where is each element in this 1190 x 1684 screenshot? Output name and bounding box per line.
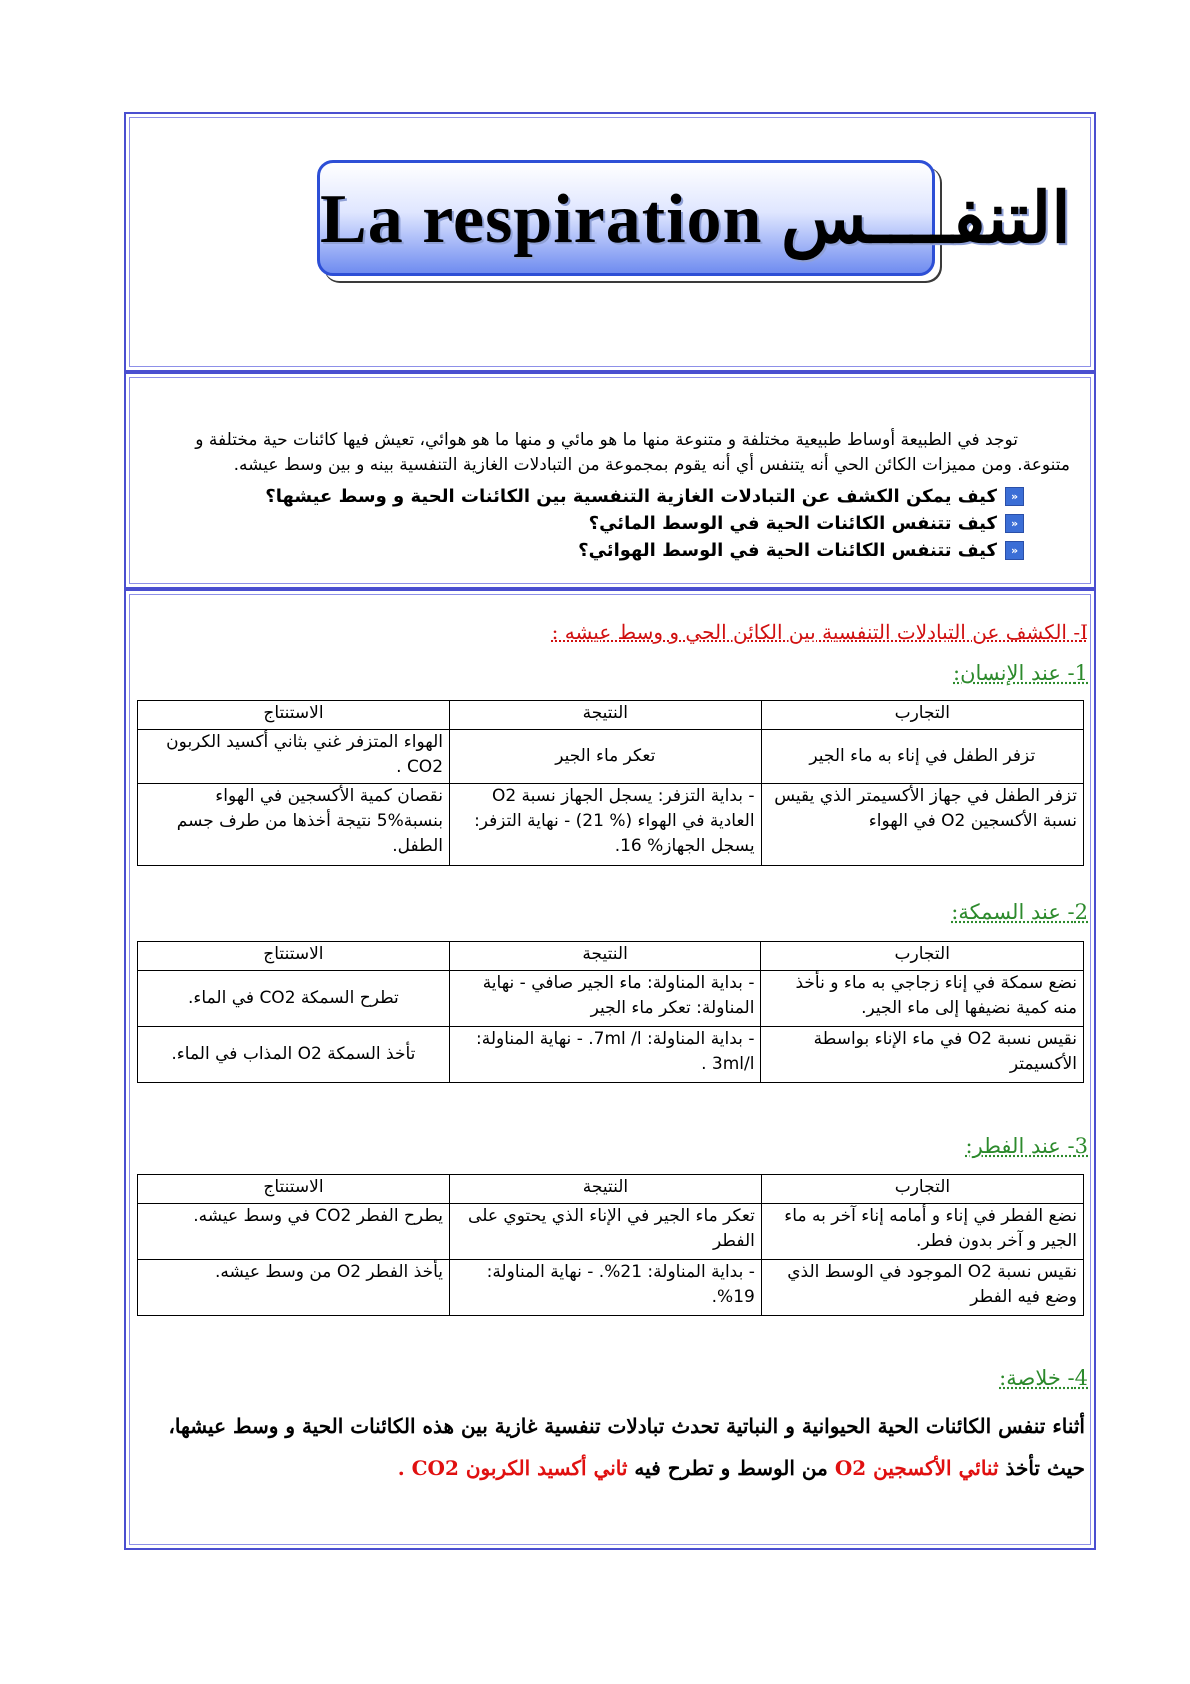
- section-heading: I- الكشف عن التبادلات التنفسية بين الكائن الحي و وسط عيشه :: [551, 620, 1088, 644]
- intro-paragraph: توجد في الطبيعة أوساط طبيعية مختلفة و متنوعة منها ما هو مائي و منها ما هو هوائي، تعيش فيها كائنات حية مختلفة و متنوعة. ومن مميزات الكائن الحي أنه يتنفس أي أنه يقوم بمجموعة من التبادلات الغازية التنفسية بينه و بين وسط عيشه.: [195, 430, 1070, 475]
- table-row: [138, 971, 1084, 1027]
- summary-text: أثناء تنفس الكائنات الحية الحيوانية و النباتية تحدث تبادلات تنفسية غازية بين هذه الكائنات الحية و وسط عيشها، حيث تأخذ: [168, 1414, 1085, 1480]
- question-text: كيف يمكن الكشف عن التبادلات الغازية التنفسية بين الكائنات الحية و وسط عيشها؟: [265, 486, 997, 507]
- table-header-row: [138, 701, 1084, 730]
- table-row: [138, 1027, 1084, 1083]
- page-title: La respiration التنفــــس: [320, 181, 1071, 258]
- header-conclusion: الاستنتاج: [138, 701, 450, 730]
- header-result: النتيجة: [450, 1175, 762, 1204]
- table-fish: [137, 941, 1084, 1083]
- cell-conclusion: يأخذ الفطر O2 من وسط عيشه.: [138, 1260, 450, 1316]
- subheading-summary: 4- خلاصة:: [999, 1366, 1088, 1390]
- cell-conclusion: يطرح الفطر CO2 في وسط عيشه.: [138, 1204, 450, 1260]
- header-experiments: التجارب: [761, 701, 1083, 730]
- table-header-row: [138, 1175, 1084, 1204]
- question-item: [589, 513, 1024, 534]
- cell-conclusion: تطرح السمكة CO2 في الماء.: [138, 971, 450, 1027]
- summary-o2: ثنائي الأكسجين O2: [834, 1456, 999, 1480]
- summary-co2: ثاني أكسيد الكربون CO2: [411, 1456, 628, 1480]
- header-conclusion: الاستنتاج: [138, 1175, 450, 1204]
- header-result: النتيجة: [450, 701, 762, 730]
- table-fungus: [137, 1174, 1084, 1316]
- table-header-row: [138, 942, 1084, 971]
- double-chevron-icon: «: [1005, 541, 1024, 560]
- cell-result: - بداية المناولة: 21%. - نهاية المناولة: 19%.: [450, 1260, 762, 1316]
- cell-result: - بداية المناولة: ماء الجير صافي - نهاية المناولة: تعكر ماء الجير: [449, 971, 761, 1027]
- cell-conclusion: نقصان كمية الأكسجين في الهواء بنسبة%5 نتيجة أخذها من طرف جسم الطفل.: [138, 784, 450, 866]
- cell-conclusion: تأخذ السمكة O2 المذاب في الماء.: [138, 1027, 450, 1083]
- cell-result: - بداية المناولة: 7ml /l. - نهاية المناولة: 3ml/l .: [449, 1027, 761, 1083]
- subheading-human: 1- عند الإنسان:: [953, 661, 1088, 685]
- summary-paragraph: [140, 1405, 1085, 1489]
- question-item: [578, 540, 1024, 561]
- table-row: [138, 784, 1084, 866]
- question-item: [265, 486, 1024, 507]
- cell-experiment: تزفر الطفل في إناء به ماء الجير: [761, 730, 1083, 784]
- cell-experiment: نقيس نسبة O2 الموجود في الوسط الذي وضع فيه الفطر: [761, 1260, 1083, 1316]
- cell-experiment: نضع الفطر في إناء و أمامه إناء آخر به ماء الجير و آخر بدون فطر.: [761, 1204, 1083, 1260]
- cell-result: تعكر ماء الجير: [450, 730, 762, 784]
- summary-text: من الوسط و تطرح فيه: [627, 1456, 835, 1480]
- summary-text: .: [397, 1456, 412, 1480]
- subheading-fish: 2- عند السمكة:: [951, 900, 1088, 924]
- cell-conclusion: الهواء المتزفر غني بثاني أكسيد الكربون CO2 .: [138, 730, 450, 784]
- title-banner: [317, 160, 1071, 276]
- table-human: [137, 700, 1084, 866]
- cell-result: - بداية التزفر: يسجل الجهاز نسبة O2 العادية في الهواء (% 21) - نهاية التزفر: يسجل الجهاز% 16.: [450, 784, 762, 866]
- header-conclusion: الاستنتاج: [138, 942, 450, 971]
- double-chevron-icon: «: [1005, 487, 1024, 506]
- header-result: النتيجة: [449, 942, 761, 971]
- double-chevron-icon: «: [1005, 514, 1024, 533]
- cell-experiment: نضع سمكة في إناء زجاجي به ماء و نأخذ منه كمية نضيفها إلى ماء الجير.: [761, 971, 1084, 1027]
- question-text: كيف تتنفس الكائنات الحية في الوسط المائي؟: [588, 513, 997, 534]
- table-row: [138, 730, 1084, 784]
- table-row: [138, 1260, 1084, 1316]
- subheading-fungus: 3- عند الفطر:: [965, 1134, 1088, 1158]
- cell-result: تعكر ماء الجير في الإناء الذي يحتوي على الفطر: [450, 1204, 762, 1260]
- header-experiments: التجارب: [761, 1175, 1083, 1204]
- question-text: كيف تتنفس الكائنات الحية في الوسط الهوائي؟: [578, 540, 997, 561]
- table-row: [138, 1204, 1084, 1260]
- cell-experiment: نقيس نسبة O2 في ماء الإناء بواسطة الأكسيمتر: [761, 1027, 1084, 1083]
- header-experiments: التجارب: [761, 942, 1084, 971]
- cell-experiment: تزفر الطفل في جهاز الأكسيمتر الذي يقيس نسبة الأكسجين O2 في الهواء: [761, 784, 1083, 866]
